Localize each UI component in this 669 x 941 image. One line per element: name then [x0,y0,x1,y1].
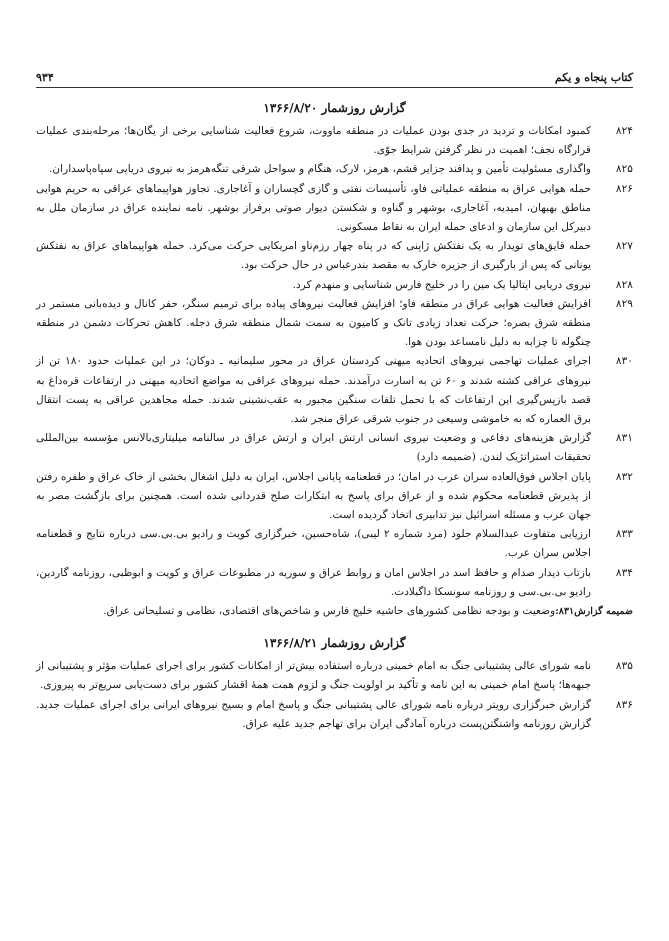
running-head [36,66,633,84]
entry-text: نامه شورای عالی پشتیبانی جنگ به امام خمینی درباره استفاده بیش‌تر از امکانات کشور برای اجرای عملیات مؤثر و پشتیبانی از جبهه‌ها؛ پاسخ امام خمینی به این نامه و تأکید بر اولویت جنگ و لزوم همت همهٔ اقشار کشور برای دست‌یابی سریع‌تر به پیروزی. [36,660,591,692]
entry-text: وضعیت و بودجه نظامی کشورهای حاشیه خلیج فارس و شاخص‌های اقتصادی، نظامی و تسلیحاتی عراق. [103,605,556,618]
report-entry [36,237,633,275]
report-entry [36,564,633,602]
entry-text: واگذاری مسئولیت تأمین و پدافند جزایر قشم، هرمز، لارک، هنگام و سواحل شرقی تنگه‌هرمز به نیروی دریایی سپاه‌پاسداران. [49,163,591,176]
report-entry [36,180,633,238]
entry-number: ۸۳۵ [615,660,633,673]
entry-text: حمله هوایی عراق به منطقه عملیاتی فاو، تأسیسات نفتی و گازی گچساران و آغاجاری. تجاوز هواپیماهای عراقی به حریم هوایی مناطق بهبهان، امیدیه، آغاجاری، بوشهر و گناوه و شکستن دیوار صوتی برفراز بوشهر. نامه نماینده عراق در سازمان ملل به دبیرکل این سازمان و ادعای حمله ایران به نقاط مسکونی. [36,182,591,234]
entry-text: نیروی دریایی ایتالیا یک مین را در خلیج فارس شناسایی و منهدم کرد. [292,278,591,291]
entry-number: ۸۳۶ [615,698,633,711]
entry-text: پایان اجلاس فوق‌العاده سران عرب در امان؛ در قطعنامه پایانی اجلاس، ایران به دلیل اشغال بخشی از خاک عراق و طفره رفتن از پذیرش قطعنامه محکوم شده و از عراق برای پاسخ به ابتکارات صلح قدردانی شده است. همچنین برای بازگشت مصر به جهان عرب و مسئله اسرائیل نیز تدابیری اتخاذ گردیده است. [36,470,591,522]
header-rule [36,87,633,88]
page-number: ۹۳۴ [36,71,54,84]
report-entry [36,429,633,467]
entry-number: ۸۲۸ [615,278,633,291]
report-entry [36,295,633,353]
entry-number: ۸۲۵ [615,163,633,176]
entry-number: ۸۳۲ [615,470,633,483]
entry-number: ۸۲۶ [615,182,633,195]
book-title: کتاب پنجاه و یکم [554,71,633,84]
entry-text: کمبود امکانات و تردید در جدی بودن عملیات در منطقه ماووت، شروع فعالیت شناسایی برخی از یگان‌ها؛ مرحله‌بندی عملیات قرارگاه نجف؛ اهمیت در نظر گرفتن شرایط جوّی. [36,125,591,157]
entry-text: گزارش خبرگزاری رویتر درباره نامه شورای عالی پشتیبانی جنگ و پاسخ امام و بسیج نیروهای ایرانی برای اجرای عملیات جدید. گزارش روزنامه واشنگتن‌پست درباره آمادگی ایران برای تهاجم جدید علیه عراق. [36,698,591,730]
entry-number: ۸۳۰ [615,355,633,368]
entry-text: اجرای عملیات تهاجمی نیروهای اتحادیه میهنی کردستان عراق در محور سلیمانیه ـ دوکان؛ در این عملیات حدود ۱۸۰ تن از نیروهای عراقی کشته شدند و ۶۰ تن به اسارت درآمدند. حمله نیروهای عراقی به مواضع اتحادیه میهنی در ارتفاعات قره‌داغ به قصد بازپس‌گیری این ارتفاعات که با تحمل تلفات سنگین مجبور به عقب‌نشینی شدند. حمله مجاهدین عراقی به پست انتقال برق العماره که به خاموشی وسیعی در جنوب شرقی عراق منجر شد. [36,355,591,426]
report-entry [36,696,633,734]
page-body [36,100,633,734]
entry-number: ۸۲۷ [615,240,633,253]
report-entry [36,657,633,695]
appendix-entry [36,602,633,621]
section-title: گزارش روزشمار ۱۳۶۶/۸/۲۱ [263,636,406,651]
entry-number: ۸۲۹ [615,297,633,310]
entry-text: گزارش هزینه‌های دفاعی و وضعیت نیروی انسانی ارتش ایران و ارتش عراق در سالنامه میلیتاری‌بالانس مؤسسه بین‌المللی تحقیقات استراتژیک لندن. (ضمیمه دارد) [36,432,591,464]
entry-number: ۸۲۴ [615,125,633,137]
report-entry [36,160,633,179]
entry-number: ۸۳۱ [615,432,633,445]
entry-text: بازتاب دیدار صدام و حافظ اسد در اجلاس امان و روابط عراق و سوریه در مطبوعات عراق و کویت و ابوظبی، روزنامه گاردین، رادیو بی.بی.سی و روزنامه سونسکا داگبلادت. [36,566,591,598]
appendix-label: ضمیمه گزارش۸۳۱: [555,606,633,618]
report-entry [36,468,633,526]
report-entry [36,525,633,563]
entry-text: ارزیابی متفاوت عبدالسلام جلود (مرد شماره ۲ لیبی)، شاه‌حسین، خبرگزاری کویت و رادیو بی.بی.سی درباره نتایج و قطعنامه اجلاس سران عرب. [36,528,591,560]
entry-text: افزایش فعالیت هوایی عراق در منطقه فاو؛ افزایش فعالیت نیروهای پیاده برای ترمیم سنگر، حفر کانال و دیده‌بانی مستمر در منطقه شرق بصره؛ حرکت تعداد زیادی تانک و کامیون به سمت شمال منطقه شرق دجله. کاهش تحرکات دشمن در منطقه چنگوله تا چزابه به دلیل نامساعد بودن هوا. [36,297,591,349]
report-entry [36,276,633,295]
report-entry [36,122,633,160]
section-title: گزارش روزشمار ۱۳۶۶/۸/۲۰ [263,101,406,115]
report-entry [36,352,633,429]
entry-number: ۸۳۳ [615,528,633,541]
entry-text: حمله قایق‌های تویدار به یک نفتکش ژاپنی که در پناه چهار رزم‌ناو امریکایی حرکت می‌کرد. حمله هواپیماهای عراق به نفتکش یونانی که پس از بارگیری از جزیره خارک به مقصد بندرعباس در حال حرکت بود. [36,240,591,272]
entry-number: ۸۳۴ [615,566,633,579]
